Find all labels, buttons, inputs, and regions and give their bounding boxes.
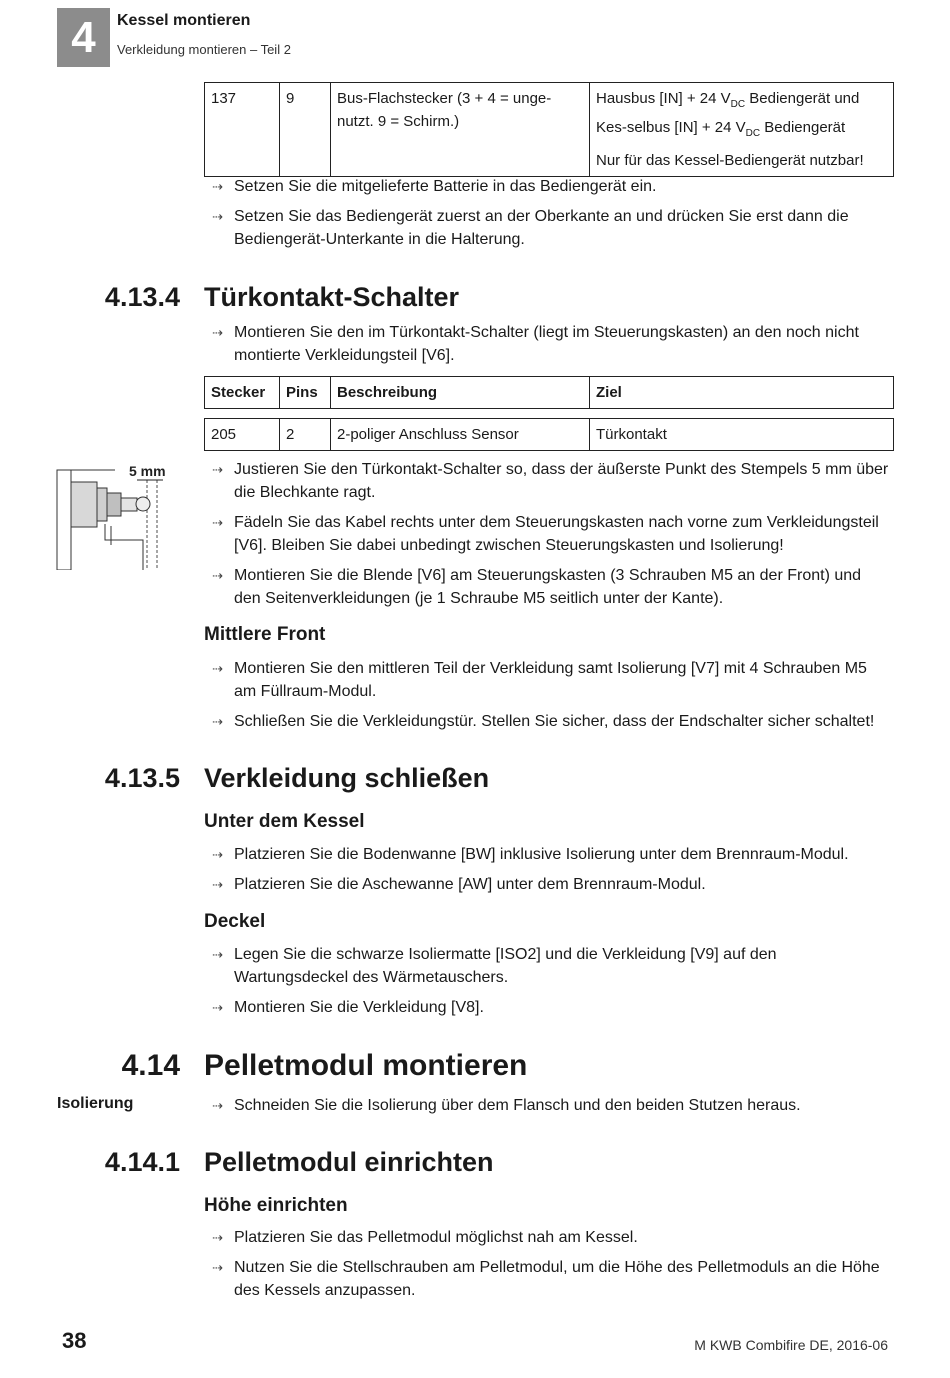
table-row — [205, 419, 894, 451]
table-row — [205, 83, 894, 177]
column-header: Ziel — [590, 377, 894, 409]
chapter-number-badge: 4 — [57, 8, 110, 67]
section-number: 4.14.1 — [104, 1147, 180, 1177]
arrow-icon: ⇢ — [212, 179, 223, 194]
section-number: 4.13.4 — [104, 282, 180, 312]
arrow-icon: ⇢ — [212, 847, 223, 862]
column-header: Pins — [280, 377, 331, 409]
list-item: ⇢ Justieren Sie den Türkontakt-Schalter so, dass der äußerste Punkt des Stempels 5 mm über die Blechkante ragt. — [212, 458, 892, 504]
table-cell-pins: 9 — [280, 83, 331, 177]
table-header-row — [205, 377, 894, 409]
list-item: ⇢ Platzieren Sie die Bodenwanne [BW] inklusive Isolierung unter dem Brennraum-Modul. — [212, 843, 892, 866]
connector-table-137 — [204, 82, 894, 177]
table-cell: Türkontakt — [590, 419, 894, 451]
chapter-subtitle: Verkleidung montieren – Teil 2 — [117, 42, 291, 57]
section-number: 4.14 — [121, 1049, 180, 1082]
subsection-heading: Deckel — [204, 911, 266, 932]
section-title: Pelletmodul einrichten — [204, 1147, 494, 1177]
list-item: ⇢ Montieren Sie die Blende [V6] am Steuerungskasten (3 Schrauben M5 an der Front) und den Seitenverkleidungen (je 1 Schraube M5 seitlich unter der Kante). — [212, 564, 892, 610]
list-item: ⇢ Schneiden Sie die Isolierung über dem Flansch und den beiden Stutzen heraus. — [212, 1094, 892, 1117]
arrow-icon: ⇢ — [212, 462, 223, 477]
subsection-heading: Höhe einrichten — [204, 1195, 348, 1216]
table-cell-beschreibung: Bus-Flachstecker (3 + 4 = unge-nutzt. 9 = Schirm.) — [331, 83, 590, 177]
list-item: ⇢ Montieren Sie die Verkleidung [V8]. — [212, 996, 892, 1019]
door-contact-switch-figure — [55, 460, 175, 570]
list-item: ⇢ Schließen Sie die Verkleidungstür. Stellen Sie sicher, dass der Endschalter sicher schaltet! — [212, 710, 892, 733]
arrow-icon: ⇢ — [212, 325, 223, 340]
document-id: M KWB Combifire DE, 2016-06 — [694, 1337, 888, 1353]
section-title: Türkontakt-Schalter — [204, 282, 460, 312]
subsection-heading: Unter dem Kessel — [204, 811, 365, 832]
arrow-icon: ⇢ — [212, 661, 223, 676]
arrow-icon: ⇢ — [212, 877, 223, 892]
arrow-icon: ⇢ — [212, 714, 223, 729]
page-number: 38 — [62, 1328, 87, 1353]
arrow-icon: ⇢ — [212, 1230, 223, 1245]
table-cell: 205 — [205, 419, 280, 451]
table-cell: 2 — [280, 419, 331, 451]
list-item: ⇢ Platzieren Sie das Pelletmodul möglichst nah am Kessel. — [212, 1226, 892, 1249]
dimension-label: 5 mm — [129, 463, 166, 479]
arrow-icon: ⇢ — [212, 209, 223, 224]
table-cell-stecker: 137 — [205, 83, 280, 177]
arrow-icon: ⇢ — [212, 568, 223, 583]
list-item: ⇢ Legen Sie die schwarze Isoliermatte [ISO2] und die Verkleidung [V9] auf den Wartungsdeckel des Wärmetauschers. — [212, 943, 892, 989]
ziel-text: Hausbus [IN] + 24 $V_{DC}$ Bediengerät und Kes-selbus [IN] + 24 $V_{DC}$ Bediengerät — [596, 90, 860, 139]
list-item: ⇢ Setzen Sie das Bediengerät zuerst an der Oberkante an und drücken Sie erst dann die Bediengerät-Unterkante in die Halterung. — [212, 205, 892, 251]
table-cell: 2-poliger Anschluss Sensor — [331, 419, 590, 451]
column-header: Beschreibung — [331, 377, 590, 409]
arrow-icon: ⇢ — [212, 1098, 223, 1113]
connector-table-header — [204, 376, 894, 409]
section-title: Verkleidung schließen — [204, 763, 490, 793]
subsection-heading: Mittlere Front — [204, 624, 326, 645]
section-number: 4.13.5 — [104, 763, 180, 793]
list-item: ⇢ Setzen Sie die mitgelieferte Batterie in das Bediengerät ein. — [212, 175, 892, 198]
list-item: ⇢ Montieren Sie den mittleren Teil der Verkleidung samt Isolierung [V7] mit 4 Schrauben M5 am Füllraum-Modul. — [212, 657, 892, 703]
arrow-icon: ⇢ — [212, 515, 223, 530]
connector-table-205 — [204, 418, 894, 451]
section-title: Pelletmodul montieren — [204, 1049, 528, 1082]
arrow-icon: ⇢ — [212, 1260, 223, 1275]
arrow-icon: ⇢ — [212, 1000, 223, 1015]
list-item: ⇢ Nutzen Sie die Stellschrauben am Pelletmodul, um die Höhe des Pelletmoduls an die Höhe des Kessels anzupassen. — [212, 1256, 892, 1302]
margin-label: Isolierung — [57, 1095, 134, 1112]
list-item: ⇢ Platzieren Sie die Aschewanne [AW] unter dem Brennraum-Modul. — [212, 873, 892, 896]
ziel-note: Nur für das Kessel-Bediengerät nutzbar! — [596, 152, 864, 169]
column-header: Stecker — [205, 377, 280, 409]
table-cell-ziel — [590, 83, 894, 177]
list-item: ⇢ Montieren Sie den im Türkontakt-Schalter (liegt im Steuerungskasten) an den noch nicht montierte Verkleidungsteil [V6]. — [212, 321, 892, 367]
arrow-icon: ⇢ — [212, 947, 223, 962]
chapter-title: Kessel montieren — [117, 12, 251, 29]
list-item: ⇢ Fädeln Sie das Kabel rechts unter dem Steuerungskasten nach vorne zum Verkleidungsteil [V6]. Bleiben Sie dabei unbedingt zwischen Steuerungskasten und Isolierung! — [212, 511, 892, 557]
